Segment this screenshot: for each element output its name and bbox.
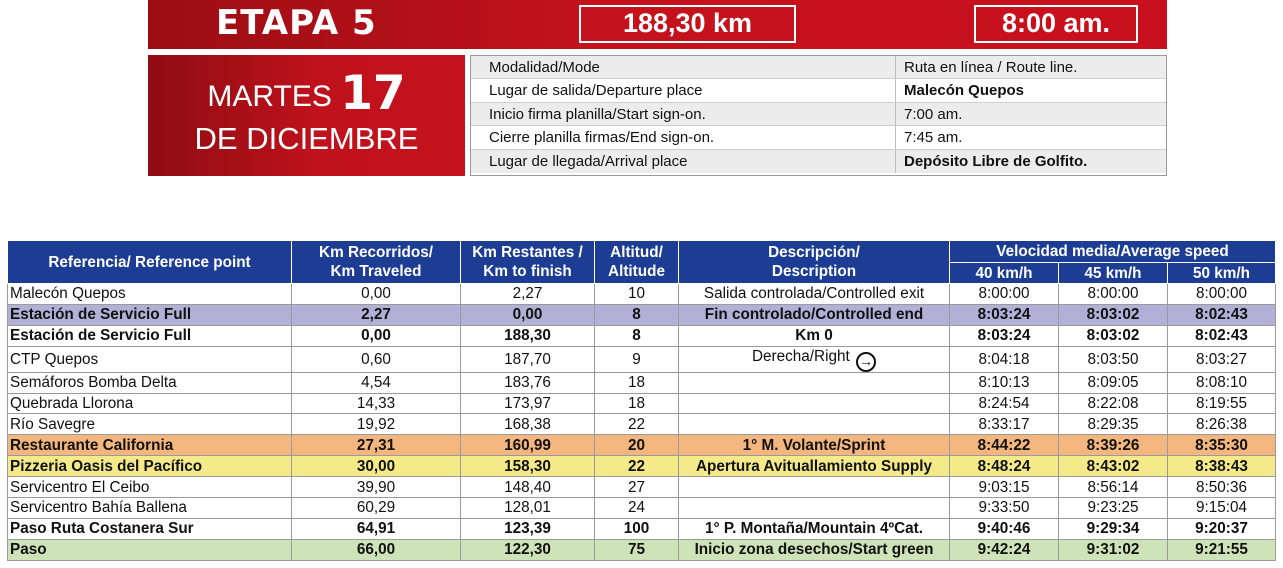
description-cell	[679, 372, 950, 393]
speed-50-cell	[1168, 477, 1276, 498]
route-table-body	[8, 284, 1276, 561]
speed-40-cell-text: 8:33:17	[978, 415, 1030, 433]
header-description: Descripción/ Description	[679, 241, 950, 284]
table-row	[8, 284, 1276, 305]
reference-cell	[8, 372, 292, 393]
description-cell-text: Fin controlado/Controlled end	[704, 306, 924, 324]
speed-50-cell	[1168, 435, 1276, 456]
date-month: DE DICIEMBRE	[194, 121, 419, 156]
km-traveled-cell	[292, 284, 461, 305]
km-finish-cell	[461, 325, 595, 346]
speed-50-cell-text: 8:26:38	[1195, 415, 1248, 433]
header-speed-40: 40 km/h	[950, 263, 1059, 284]
altitude-cell-text: 9	[632, 350, 641, 368]
speed-50-cell-text: 9:15:04	[1195, 499, 1248, 517]
description-cell	[679, 284, 950, 305]
altitude-cell	[595, 498, 679, 519]
km-finish-cell	[461, 518, 595, 539]
description-cell-text: Derecha/Right	[751, 347, 850, 365]
info-row	[471, 150, 1166, 173]
km-finish-cell	[461, 346, 595, 372]
km-finish-cell-text: 168,38	[504, 415, 551, 433]
km-finish-cell	[461, 284, 595, 305]
table-row	[8, 304, 1276, 325]
speed-40-cell-text: 8:10:13	[978, 374, 1030, 392]
altitude-cell-text: 18	[627, 374, 645, 392]
km-traveled-cell	[292, 477, 461, 498]
reference-cell	[8, 304, 292, 325]
reference-cell-text: Pizzeria Oasis del Pacífico	[10, 457, 203, 475]
speed-45-cell-text: 8:00:00	[1087, 285, 1139, 303]
table-row	[8, 435, 1276, 456]
info-label: Cierre planilla firmas/End sign-on.	[471, 126, 896, 148]
description-cell-text: Inicio zona desechos/Start green	[694, 541, 934, 559]
stage-title: ETAPA 5	[216, 3, 377, 43]
info-label: Lugar de salida/Departure place	[471, 79, 896, 101]
description-cell-text: 1° P. Montaña/Mountain 4ºCat.	[705, 520, 923, 538]
reference-cell-text: Paso Ruta Costanera Sur	[10, 520, 194, 538]
reference-cell	[8, 346, 292, 372]
speed-40-cell	[950, 539, 1059, 560]
km-finish-cell-text: 2,27	[512, 285, 543, 303]
header-speed-50: 50 km/h	[1168, 263, 1276, 284]
info-row	[471, 103, 1166, 126]
altitude-cell	[595, 477, 679, 498]
reference-cell	[8, 498, 292, 519]
speed-50-cell	[1168, 284, 1276, 305]
altitude-cell-text: 75	[627, 541, 645, 559]
speed-45-cell	[1059, 477, 1168, 498]
altitude-cell	[595, 325, 679, 346]
speed-40-cell	[950, 498, 1059, 519]
reference-cell	[8, 414, 292, 435]
stage-date	[148, 55, 465, 176]
altitude-cell	[595, 346, 679, 372]
reference-cell-text: Estación de Servicio Full	[10, 327, 192, 345]
speed-40-cell-text: 8:03:24	[977, 306, 1031, 324]
km-finish-cell-text: 187,70	[504, 350, 551, 368]
km-traveled-cell-text: 4,54	[361, 374, 391, 392]
speed-50-cell-text: 8:38:43	[1195, 457, 1248, 475]
km-traveled-cell-text: 0,60	[361, 350, 391, 368]
km-finish-cell-text: 160,99	[504, 436, 551, 454]
speed-50-cell	[1168, 456, 1276, 477]
speed-40-cell	[950, 518, 1059, 539]
header-km-traveled: Km Recorridos/ Km Traveled	[292, 241, 461, 284]
info-value: Ruta en línea / Route line.	[904, 59, 1078, 76]
km-finish-cell-text: 123,39	[504, 520, 551, 538]
speed-40-cell	[950, 435, 1059, 456]
description-cell	[679, 498, 950, 519]
table-row	[8, 518, 1276, 539]
speed-45-cell	[1059, 372, 1168, 393]
reference-cell-text: Restaurante California	[10, 436, 174, 454]
speed-50-cell-text: 8:19:55	[1195, 395, 1248, 412]
description-cell-text: Km 0	[795, 327, 833, 345]
km-traveled-cell	[292, 304, 461, 325]
description-cell	[679, 539, 950, 560]
speed-50-cell	[1168, 372, 1276, 393]
header-reference: Referencia/ Reference point	[8, 241, 292, 284]
km-finish-cell-text: 128,01	[504, 499, 551, 517]
km-traveled-cell-text: 0,00	[361, 285, 391, 303]
speed-50-cell-text: 9:21:55	[1195, 541, 1248, 559]
km-traveled-cell-text: 0,00	[361, 327, 391, 345]
description-cell	[679, 304, 950, 325]
speed-45-cell	[1059, 325, 1168, 346]
km-finish-cell	[461, 414, 595, 435]
description-cell	[679, 325, 950, 346]
speed-40-cell-text: 8:00:00	[978, 285, 1030, 303]
table-row	[8, 539, 1276, 560]
reference-cell	[8, 325, 292, 346]
table-row	[8, 498, 1276, 519]
reference-cell	[8, 393, 292, 414]
altitude-cell-text: 24	[627, 499, 645, 517]
reference-cell-text: CTP Quepos	[10, 350, 99, 368]
km-traveled-cell	[292, 435, 461, 456]
header-altitude: Altitud/ Altitude	[595, 241, 679, 284]
altitude-cell	[595, 304, 679, 325]
km-finish-cell	[461, 539, 595, 560]
speed-45-cell	[1059, 393, 1168, 414]
speed-45-cell-text: 8:29:35	[1087, 415, 1139, 433]
route-table	[7, 240, 1276, 561]
speed-45-cell-text: 9:23:25	[1087, 499, 1139, 517]
altitude-cell-text: 27	[627, 478, 645, 496]
reference-cell	[8, 477, 292, 498]
km-finish-cell-text: 183,76	[504, 374, 551, 392]
speed-40-cell-text: 9:33:50	[978, 499, 1030, 517]
description-cell-text: Apertura Avituallamiento Supply	[695, 457, 932, 475]
header-km-finish: Km Restantes / Km to finish	[461, 241, 595, 284]
speed-40-cell	[950, 284, 1059, 305]
description-cell	[679, 518, 950, 539]
speed-40-cell-text: 9:40:46	[977, 520, 1031, 538]
description-cell	[679, 393, 950, 414]
altitude-cell-text: 22	[627, 457, 645, 475]
reference-cell-text: Río Savegre	[10, 415, 96, 433]
reference-cell-text: Quebrada Llorona	[10, 395, 134, 412]
speed-50-cell	[1168, 498, 1276, 519]
speed-45-cell	[1059, 346, 1168, 372]
right-arrow-circle-icon: →	[856, 352, 876, 372]
speed-45-cell-text: 8:39:26	[1086, 436, 1140, 454]
stage-info-table	[470, 55, 1167, 176]
description-cell-text: Salida controlada/Controlled exit	[703, 285, 925, 303]
stage-banner	[148, 0, 1167, 49]
speed-40-cell	[950, 456, 1059, 477]
speed-45-cell-text: 9:29:34	[1086, 520, 1140, 538]
altitude-cell	[595, 539, 679, 560]
speed-40-cell-text: 8:04:18	[978, 350, 1030, 368]
speed-50-cell-text: 8:00:00	[1195, 285, 1248, 303]
speed-45-cell-text: 8:22:08	[1087, 395, 1139, 412]
speed-50-cell-text: 8:02:43	[1195, 327, 1248, 345]
info-row	[471, 126, 1166, 149]
info-row	[471, 56, 1166, 79]
km-finish-cell-text: 158,30	[504, 457, 551, 475]
speed-50-cell	[1168, 304, 1276, 325]
km-traveled-cell-text: 60,29	[356, 499, 396, 517]
info-value: 7:45 am.	[904, 129, 963, 147]
km-finish-cell-text: 188,30	[504, 327, 551, 345]
altitude-cell	[595, 518, 679, 539]
altitude-cell-text: 10	[627, 285, 645, 303]
speed-45-cell	[1059, 456, 1168, 477]
speed-45-cell-text: 8:43:02	[1086, 457, 1140, 475]
info-value: 7:00 am.	[904, 105, 963, 123]
stage-distance: 188,30 km	[579, 5, 796, 43]
km-traveled-cell-text: 14,33	[356, 395, 396, 412]
date-day: 17	[340, 66, 406, 121]
altitude-cell-text: 100	[623, 520, 650, 538]
table-row	[8, 372, 1276, 393]
stage-start-time: 8:00 am.	[974, 5, 1138, 43]
altitude-cell	[595, 393, 679, 414]
date-line-1	[148, 66, 465, 121]
altitude-cell-text: 20	[627, 436, 645, 454]
km-finish-cell-text: 122,30	[504, 541, 551, 559]
speed-50-cell-text: 8:50:36	[1195, 478, 1248, 496]
info-row	[471, 79, 1166, 102]
km-traveled-cell	[292, 498, 461, 519]
altitude-cell	[595, 284, 679, 305]
speed-40-cell	[950, 346, 1059, 372]
speed-45-cell	[1059, 539, 1168, 560]
altitude-cell-text: 8	[632, 306, 641, 324]
km-traveled-cell	[292, 393, 461, 414]
speed-50-cell	[1168, 393, 1276, 414]
reference-cell-text: Paso	[10, 541, 47, 559]
speed-40-cell	[950, 477, 1059, 498]
speed-45-cell	[1059, 498, 1168, 519]
km-traveled-cell-text: 27,31	[356, 436, 396, 454]
reference-cell	[8, 518, 292, 539]
altitude-cell	[595, 414, 679, 435]
speed-45-cell	[1059, 414, 1168, 435]
speed-45-cell	[1059, 284, 1168, 305]
km-finish-cell-text: 148,40	[504, 478, 551, 496]
description-cell	[679, 346, 950, 372]
table-row	[8, 346, 1276, 372]
header-speed-45: 45 km/h	[1059, 263, 1168, 284]
km-finish-cell	[461, 435, 595, 456]
km-traveled-cell	[292, 372, 461, 393]
table-row	[8, 456, 1276, 477]
description-cell	[679, 414, 950, 435]
km-finish-cell	[461, 372, 595, 393]
altitude-cell	[595, 435, 679, 456]
speed-40-cell-text: 9:03:15	[978, 478, 1030, 496]
km-finish-cell	[461, 456, 595, 477]
speed-45-cell-text: 8:03:50	[1087, 350, 1139, 368]
km-traveled-cell	[292, 518, 461, 539]
speed-40-cell-text: 9:42:24	[977, 541, 1031, 559]
altitude-cell-text: 8	[632, 327, 641, 345]
speed-40-cell	[950, 325, 1059, 346]
reference-cell-text: Estación de Servicio Full	[10, 306, 192, 324]
table-row	[8, 325, 1276, 346]
description-cell	[679, 435, 950, 456]
speed-45-cell	[1059, 435, 1168, 456]
km-traveled-cell	[292, 346, 461, 372]
speed-45-cell-text: 8:03:02	[1086, 327, 1140, 345]
speed-45-cell	[1059, 304, 1168, 325]
km-traveled-cell-text: 30,00	[356, 457, 396, 475]
info-label: Inicio firma planilla/Start sign-on.	[471, 103, 896, 125]
speed-45-cell-text: 9:31:02	[1086, 541, 1140, 559]
km-finish-cell	[461, 393, 595, 414]
speed-50-cell	[1168, 346, 1276, 372]
speed-40-cell	[950, 304, 1059, 325]
speed-50-cell-text: 8:03:27	[1195, 350, 1248, 368]
km-traveled-cell	[292, 539, 461, 560]
speed-45-cell-text: 8:03:02	[1086, 306, 1140, 324]
altitude-cell	[595, 456, 679, 477]
speed-45-cell-text: 8:56:14	[1087, 478, 1139, 496]
km-traveled-cell	[292, 456, 461, 477]
header-average-speed: Velocidad media/Average speed	[950, 241, 1276, 263]
reference-cell	[8, 539, 292, 560]
info-value: Depósito Libre de Golfito.	[904, 152, 1088, 170]
km-traveled-cell-text: 64,91	[356, 520, 396, 538]
reference-cell	[8, 435, 292, 456]
info-label: Modalidad/Mode	[471, 56, 896, 78]
table-row	[8, 393, 1276, 414]
speed-45-cell	[1059, 518, 1168, 539]
info-label: Lugar de llegada/Arrival place	[471, 150, 896, 173]
km-finish-cell-text: 173,97	[504, 395, 551, 412]
speed-40-cell-text: 8:03:24	[977, 327, 1031, 345]
altitude-cell-text: 18	[627, 395, 645, 412]
date-weekday: MARTES	[207, 80, 332, 113]
info-value: Malecón Quepos	[904, 82, 1025, 100]
speed-40-cell-text: 8:44:22	[977, 436, 1031, 454]
km-finish-cell	[461, 304, 595, 325]
km-traveled-cell	[292, 414, 461, 435]
speed-45-cell-text: 8:09:05	[1087, 374, 1139, 392]
speed-50-cell-text: 9:20:37	[1195, 520, 1248, 538]
description-cell	[679, 477, 950, 498]
description-cell	[679, 456, 950, 477]
speed-50-cell	[1168, 414, 1276, 435]
description-cell-text: 1° M. Volante/Sprint	[742, 436, 886, 454]
speed-40-cell-text: 8:24:54	[978, 395, 1030, 412]
km-traveled-cell	[292, 325, 461, 346]
altitude-cell	[595, 372, 679, 393]
speed-50-cell	[1168, 539, 1276, 560]
km-traveled-cell-text: 19,92	[356, 415, 396, 433]
altitude-cell-text: 22	[627, 415, 645, 433]
km-finish-cell-text: 0,00	[512, 306, 543, 324]
speed-50-cell	[1168, 325, 1276, 346]
table-row	[8, 414, 1276, 435]
reference-cell-text: Semáforos Bomba Delta	[10, 374, 177, 392]
speed-40-cell	[950, 372, 1059, 393]
km-traveled-cell-text: 2,27	[361, 306, 391, 324]
speed-50-cell-text: 8:02:43	[1195, 306, 1248, 324]
speed-40-cell	[950, 393, 1059, 414]
speed-40-cell-text: 8:48:24	[977, 457, 1031, 475]
speed-40-cell	[950, 414, 1059, 435]
speed-50-cell	[1168, 518, 1276, 539]
table-row	[8, 477, 1276, 498]
reference-cell-text: Malecón Quepos	[10, 285, 126, 303]
speed-50-cell-text: 8:35:30	[1195, 436, 1248, 454]
reference-cell-text: Servicentro Bahía Ballena	[10, 499, 187, 517]
reference-cell	[8, 284, 292, 305]
km-traveled-cell-text: 39,90	[356, 478, 396, 496]
speed-50-cell-text: 8:08:10	[1195, 374, 1248, 392]
reference-cell-text: Servicentro El Ceibo	[10, 478, 150, 496]
km-finish-cell	[461, 498, 595, 519]
reference-cell	[8, 456, 292, 477]
km-finish-cell	[461, 477, 595, 498]
km-traveled-cell-text: 66,00	[356, 541, 396, 559]
